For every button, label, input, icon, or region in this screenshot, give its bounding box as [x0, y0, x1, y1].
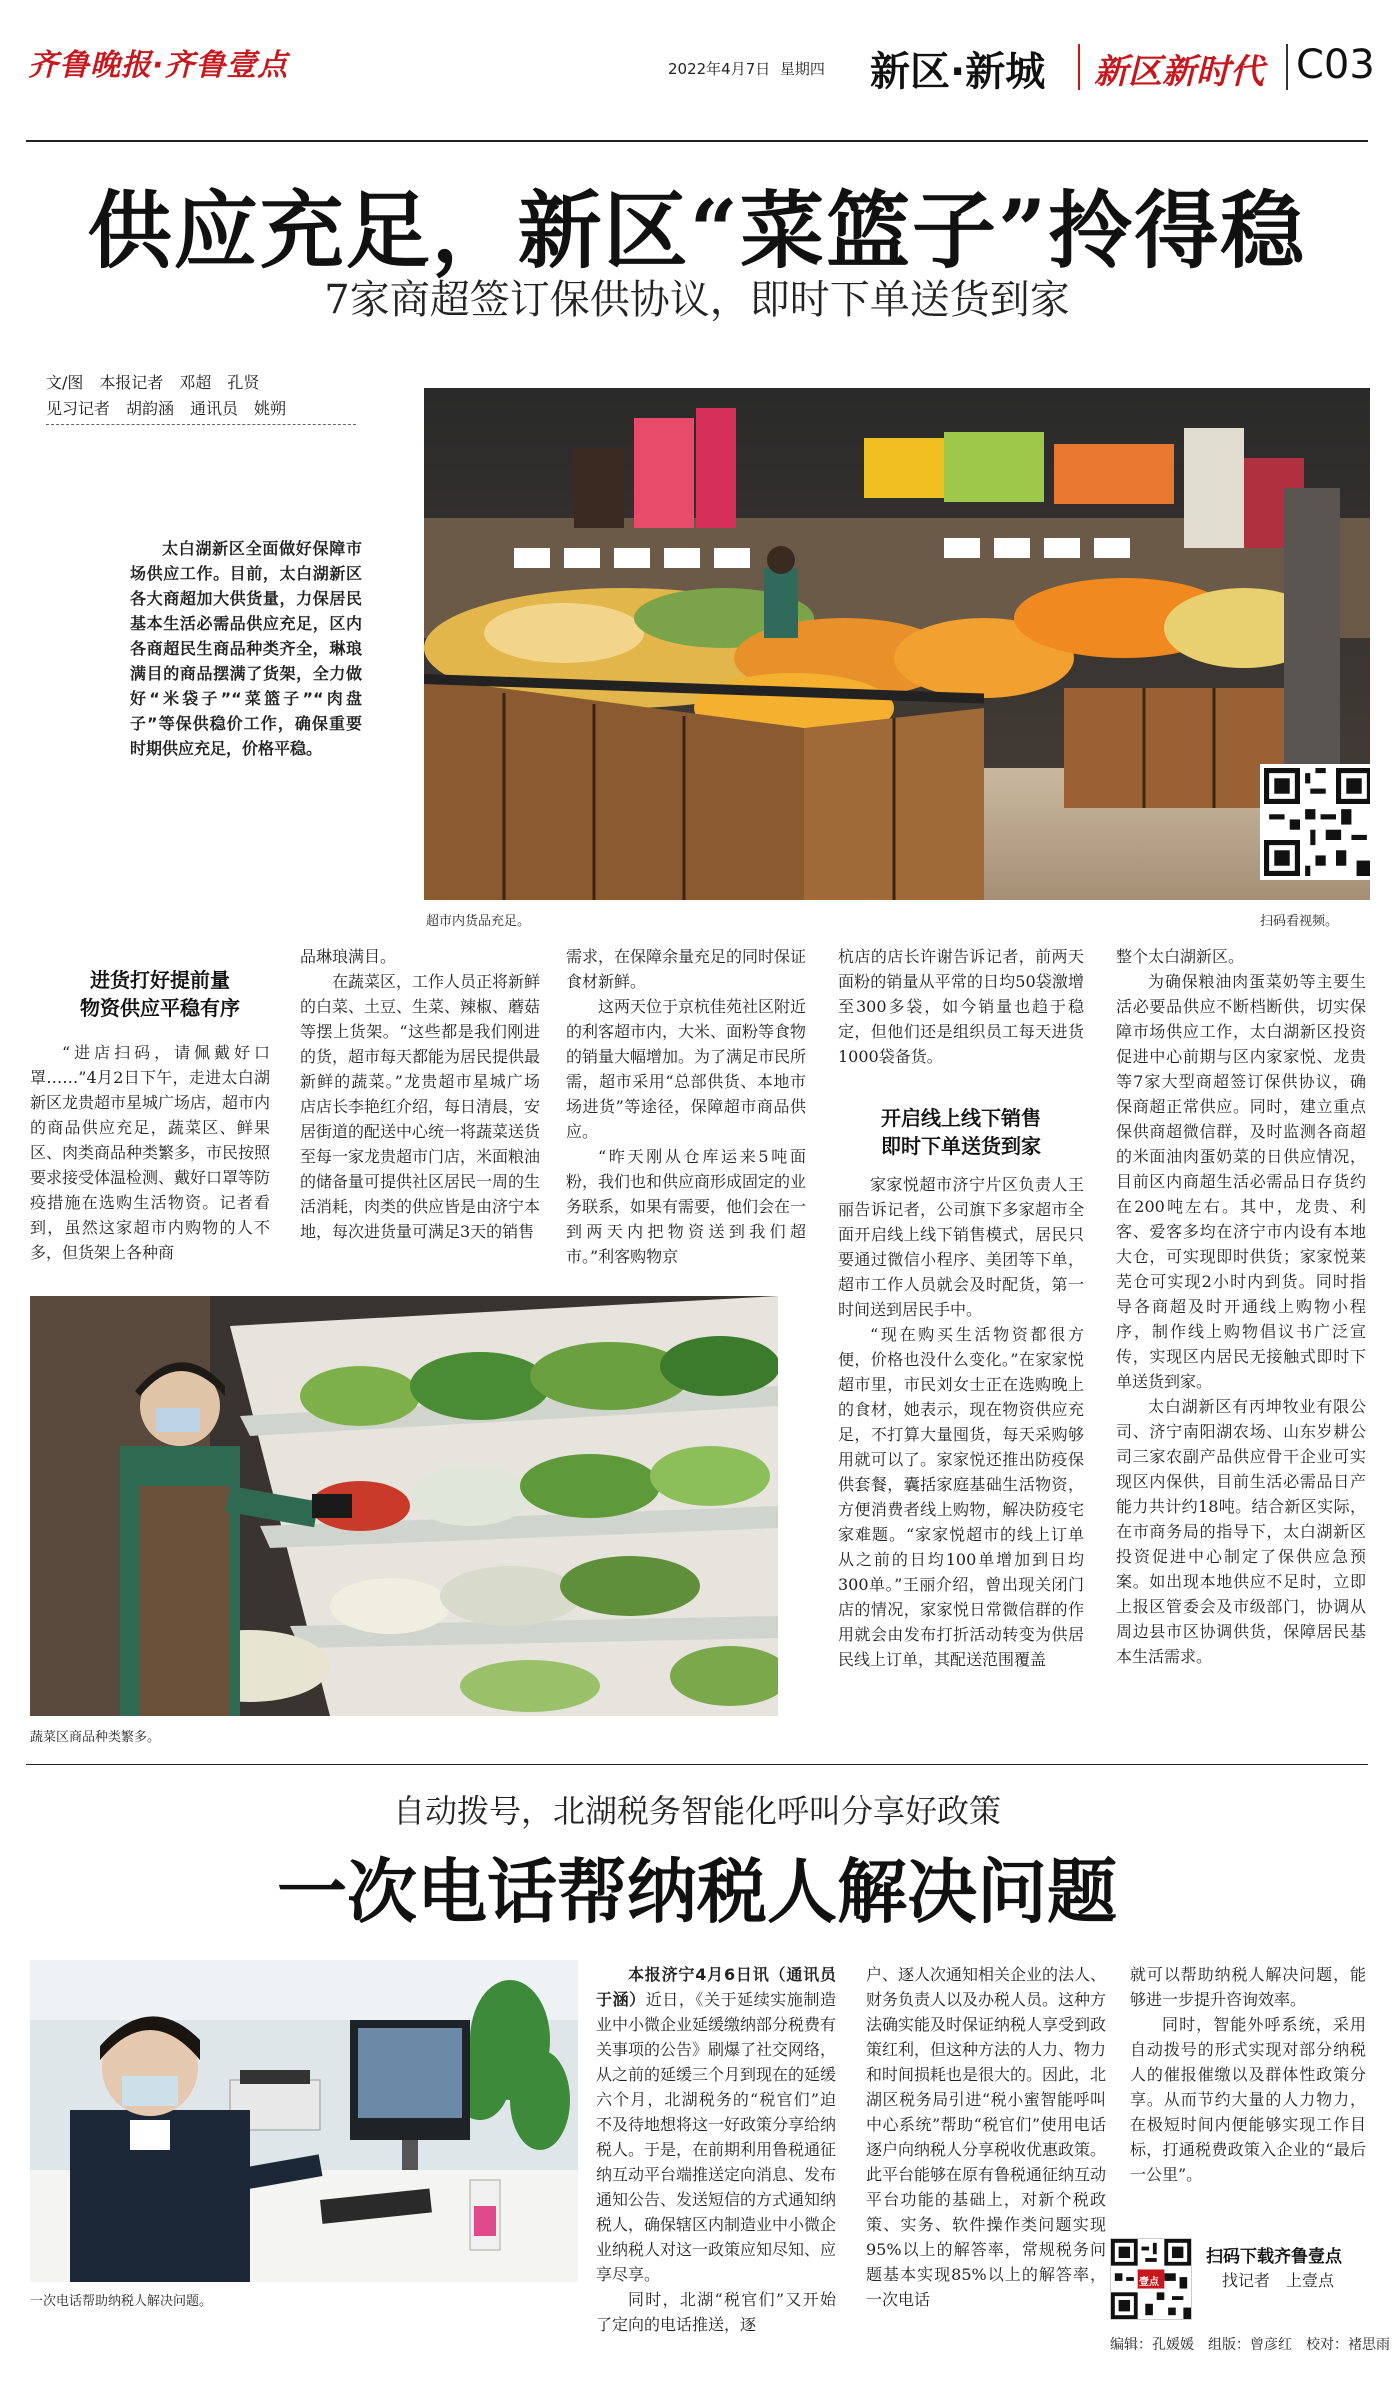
article-column-4: 杭店的店长许谢告诉记者，前两天面粉的销量从平常的日均50袋激增至300多袋，如今销量也趋于稳定，但他们还是组织员工每天进货1000袋备货。: [838, 947, 1084, 1066]
byline: 文/图 本报记者 邓超 孔贤 见习记者 胡韵涵 通讯员 姚朔: [46, 370, 356, 425]
section-heading: 进货打好提前量 物资供应平稳有序: [80, 968, 240, 1020]
qr-caption: 扫码看视频。: [1260, 914, 1339, 929]
photo-caption: 蔬菜区商品种类繁多。: [30, 1730, 161, 1745]
vegetable-photo: [30, 1296, 778, 1716]
masthead-logo: 齐鲁晚报·齐鲁壹点: [28, 48, 289, 83]
article-column-3: 需求，在保障余量充足的同时保证食材新鲜。 这两天位于京杭佳苑社区附近的利客超市内，大米、面粉等食物的销量大幅增加。为了满足市民所需，超市采用“总部供货、本地市场进货”等途径，保障超市商品供应。 “昨天刚从仓库运来5吨面粉，我们也和供应商形成固定的业务联系，如果有需要，他们会在一到两天内把物资送到我们超市。”利客购物京: [566, 947, 807, 1266]
qr-download-title: 扫码下载齐鲁壹点: [1206, 2247, 1342, 2267]
section-divider: [1078, 44, 1080, 90]
section-title: 新区·新城: [870, 49, 1046, 95]
page-title: 供应充足，新区“菜篮子”拎得稳: [87, 181, 1307, 280]
qr-code-icon: [1264, 768, 1370, 876]
subheadline: 7家商超签订保供协议，即时下单送货到家: [324, 277, 1070, 323]
lead-paragraph: 太白湖新区全面做好保障市场供应工作。目前，太白湖新区各大商超加大供货量，力保居民基本生活必需品供应充足，区内各商超民生商品种类齐全，琳琅满目的商品摆满了货架，全力做好“米袋子”“菜篮子”“肉盘子”等保供稳价工作，确保重要时期供应充足，价格平稳。: [130, 539, 362, 758]
section-logo: 新区新时代: [1094, 52, 1264, 92]
app-download-qr[interactable]: [1110, 2238, 1192, 2320]
tax-office-photo: [30, 1960, 578, 2282]
photo-caption: 超市内货品充足。: [426, 914, 531, 929]
supermarket-photo: [424, 388, 1370, 900]
page-divider: [1286, 44, 1288, 90]
article-divider: [26, 1764, 1368, 1765]
qr-download-sub: 找记者 上壹点: [1222, 2271, 1335, 2290]
section-heading: 开启线上线下销售 即时下单送货到家: [881, 1106, 1041, 1158]
article2-kicker: 自动拨号，北湖税务智能化呼叫分享好政策: [392, 1792, 1001, 1830]
dateline: 本报济宁4月6日讯（通讯员 于涵）: [596, 1965, 853, 2009]
video-qr-code[interactable]: [1260, 764, 1370, 880]
editor-credits: 编辑：孔媛媛 组版：曾彦红 校对：褚思雨: [1110, 2337, 1390, 2353]
photo-caption: 一次电话帮助纳税人解决问题。: [30, 2294, 213, 2309]
article2-column-3: 就可以帮助纳税人解决问题，能够进一步提升咨询效率。 同时，智能外呼系统，采用自动拨号的形式实现对部分纳税人的催报催缴以及群体性政策分享。从而节约大量的人力物力，在极短时间内便能够实现工作目标，打通税费政策入企业的“最后一公里”。: [1130, 1965, 1366, 2184]
page-number: C03: [1296, 42, 1375, 88]
article2-column-1: 本报济宁4月6日讯（通讯员 于涵）近日，《关于延续实施制造业中小微企业延缓缴纳部分税费有关事项的公告》刷爆了社交网络，从之前的延缓三个月到现在的延缓六个月，北湖税务的“税官们”迫不及待地想将这一好政策分享给纳税人。于是，在前期利用鲁税通征纳互动平台端推送定向消息、发布通知公告、发送短信的方式通知纳税人，确保辖区内制造业中小微企业纳税人对这一政策应知尽知、应享尽享。 同时，北湖“税官们”又开始了定向的电话推送，逐: [596, 1965, 853, 2334]
article-column-5: 整个太白湖新区。 为确保粮油肉蛋菜奶等主要生活必要品供应不断档断供，切实保障市场供应工作，太白湖新区投资促进中心前期与区内家家悦、龙贵等7家大型商超签订保供协议，确保商超正常供应。同时，建立重点保供商超微信群，及时监测各商超的米面油肉蛋奶菜的日供应情况，目前区内商超生活必需品日存货约在200吨左右。其中，龙贵、利客、爱客多均在济宁市内设有本地大仓，可实现即时供货；家家悦莱芜仓可实现2小时内到货。同时指导各商超及时开通线上购物小程序，制作线上购物倡议书广泛宣传，实现区内居民无接触式即时下单送货到家。 太白湖新区有丙坤牧业有限公司、济宁南阳湖农场、山东岁耕公司三家农副产品供应骨干企业可实现区内保供，目前生活必需品日产能力共计约18吨。结合新区实际，在市商务局的指导下，太白湖新区投资促进中心制定了保供应急预案。如出现本地供应不足时，立即上报区管委会及市级部门，协调从周边县市区协调供货，保障居民基本生活需求。: [1116, 947, 1366, 1666]
article-column-2: 品琳琅满目。 在蔬菜区，工作人员正将新鲜的白菜、土豆、生菜、辣椒、蘑菇等摆上货架。“这些都是我们刚进的货，超市每天都能为居民提供最新鲜的蔬菜。”龙贵超市星城广场店店长李艳红介绍，每日清晨，安居街道的配送中心统一将蔬菜送货至每一家龙贵超市门店，米面粮油的储备量可提供社区居民一周的生活消耗，肉类的供应皆是由济宁本地，每次进货量可满足3天的销售: [300, 947, 541, 1241]
article2-headline: 一次电话帮纳税人解决问题: [277, 1850, 1117, 1933]
article2-column-2: 户、逐人次通知相关企业的法人、财务负责人以及办税人员。这种方法确实能及时保证纳税人享受到政策红利，但这种方法的人力、物力和时间损耗也是很大的。因此，北湖区税务局引进“税小蜜智能呼叫中心系统”帮助“税官们”使用电话逐户向纳税人分享税收优惠政策。此平台能够在原有鲁税通征纳互动平台功能的基础上，对新个税政策、实务、软件操作类问题实现95%以上的解答率，常规税务问题基本实现85%以上的解答率，一次电话: [866, 1965, 1107, 2309]
article-column-1: “进店扫码，请佩戴好口罩……”4月2日下午，走进太白湖新区龙贵超市星城广场店，超市内的商品供应充足，蔬菜区、鲜果区、肉类商品种类繁多，市民按照要求接受体温检测、戴好口罩等防疫措施在选购生活物资。记者看到，虽然这家超市内购物的人不多，但货架上各种商: [30, 1043, 271, 1262]
article-column-4b: 家家悦超市济宁片区负责人王丽告诉记者，公司旗下多家超市全面开启线上线下销售模式，居民只要通过微信小程序、美团等下单，超市工作人员就会及时配货，第一时间送到居民手中。 “现在购买生活物资都很方便，价格也没什么变化。”在家家悦超市里，市民刘女士正在选购晚上的食材，她表示，现在物资供应充足，不打算大量囤货，每天采购够用就可以了。家家悦还推出防疫保供套餐，囊括家庭基础生活物资，方便消费者线上购物，解决防疫宅家难题。“家家悦超市的线上订单从之前的日均100单增加到日均300单。”王丽介绍，曾出现关闭门店的情况，家家悦日常微信群的作用就会由发布打折活动转变为供居民线上订单，其配送范围覆盖: [838, 1175, 1084, 1669]
masthead-date: 2022年4月7日 星期四: [668, 60, 825, 78]
masthead-rule: [26, 140, 1368, 142]
qr-logo-label: 壹点: [1139, 2277, 1159, 2288]
